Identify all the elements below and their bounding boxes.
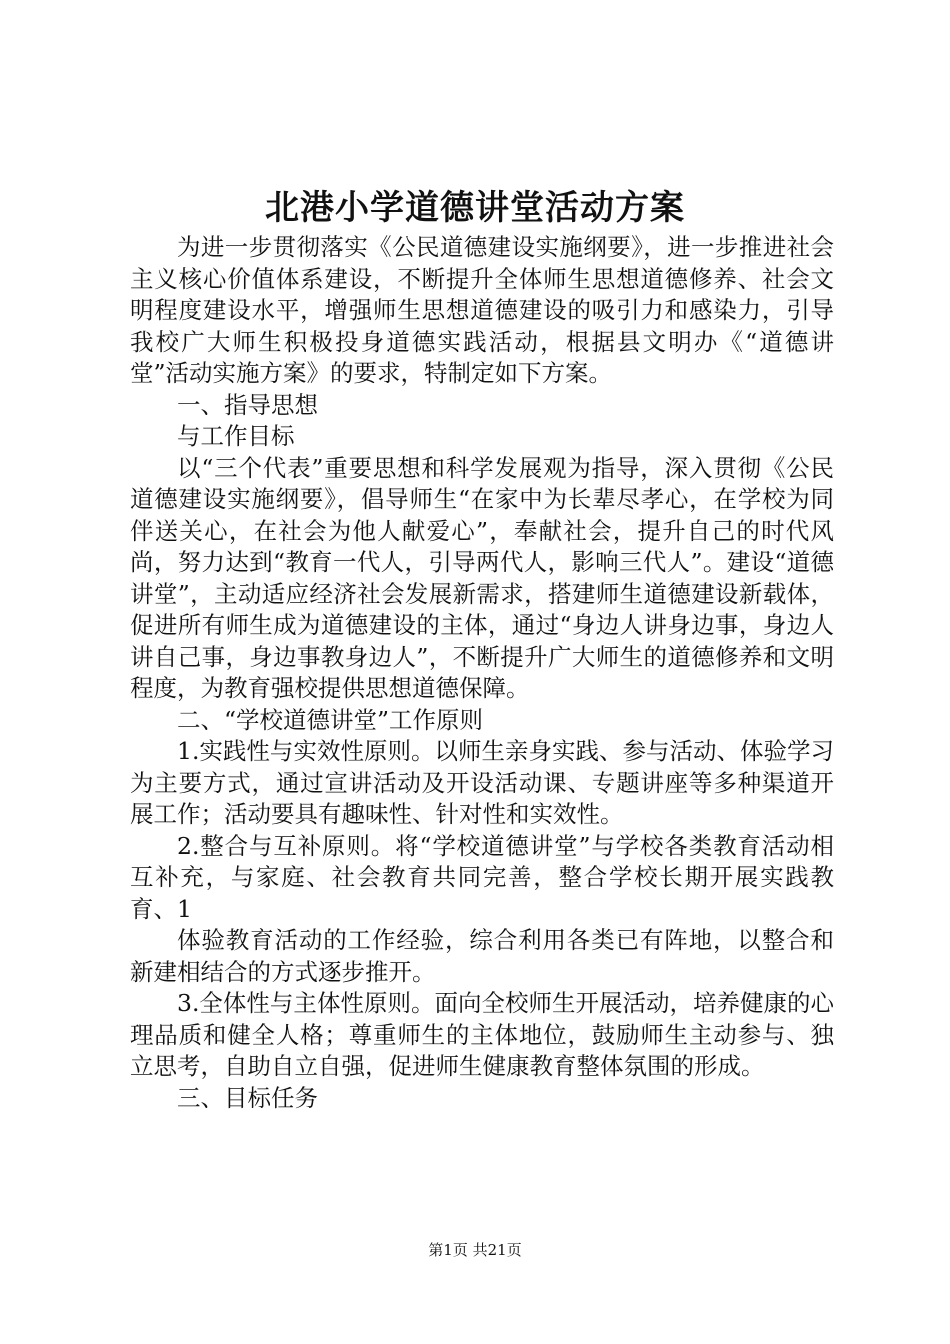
paragraph-intro: 为进一步贯彻落实《公民道德建设实施纲要》，进一步推进社会主义核心价值体系建设，不断提升全体师生思想道德修养、社会文明程度建设水平，增强师生思想道德建设的吸引力和感染力，引导我校广大师生积极投身道德实践活动，根据县文明办《“道德讲堂”活动实施方案》的要求，特制定如下方案。 xyxy=(130,233,834,387)
section-heading-1-continued: 与工作目标 xyxy=(177,422,295,450)
section-heading-2: 二、“学校道德讲堂”工作原则 xyxy=(177,705,484,734)
page-footer: 第1页 共21页 xyxy=(428,1241,522,1259)
paragraph-principle-3: 3.全体性与主体性原则。面向全校师生开展活动，培养健康的心理品质和健全人格；尊重师生的主体地位，鼓励师生主动参与、独立思考，自助自立自强，促进师生健康教育整体氛围的形成。 xyxy=(130,989,834,1080)
paragraph-guiding-ideology: 以“三个代表”重要思想和科学发展观为指导，深入贯彻《公民道德建设实施纲要》，倡导师生“在家中为长辈尽孝心，在学校为同伴送关心，在社会为他人献爱心”，奉献社会，提升自己的时代风尚，努力达到“教育一代人，引导两代人，影响三代人”。建设“道德讲堂”，主动适应经济社会发展新需求，搭建师生道德建设新载体，促进所有师生成为道德建设的主体，通过“身边人讲身边事，身边人讲自己事，身边事教身边人”，不断提升广大师生的道德修养和文明程度，为教育强校提供思想道德保障。 xyxy=(130,453,834,702)
paragraph-principle-1: 1.实践性与实效性原则。以师生亲身实践、参与活动、体验学习为主要方式，通过宣讲活动及开设活动课、专题讲座等多种渠道开展工作；活动要具有趣味性、针对性和实效性。 xyxy=(130,737,834,828)
paragraph-principle-2: 2.整合与互补原则。将“学校道德讲堂”与学校各类教育活动相互补充，与家庭、社会教育共同完善，整合学校长期开展实践教育、1 xyxy=(130,831,834,923)
document-title: 北港小学道德讲堂活动方案 xyxy=(265,188,685,228)
paragraph-principle-2-continued: 体验教育活动的工作经验，综合利用各类已有阵地，以整合和新建相结合的方式逐步推开。 xyxy=(130,926,834,986)
section-heading-3: 三、目标任务 xyxy=(177,1083,318,1112)
document-body xyxy=(130,232,834,1114)
section-heading-1: 一、指导思想 xyxy=(177,390,318,419)
